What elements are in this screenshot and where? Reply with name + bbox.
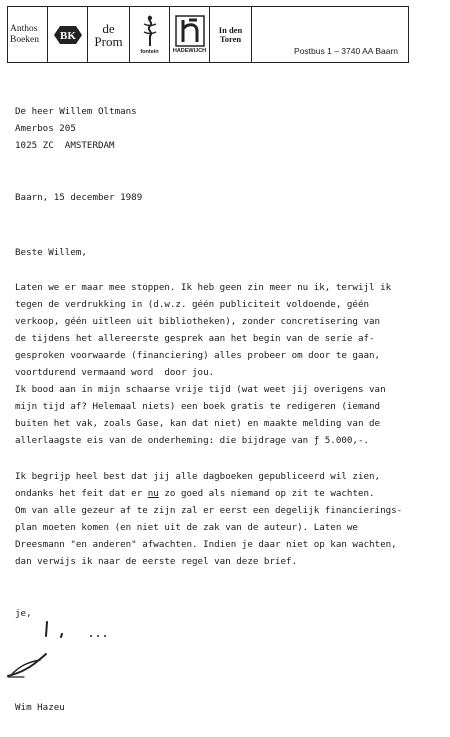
paragraph1-line: tegen de verdrukking in (d.w.z. géén publiciteit voldoende, géén [15, 299, 370, 310]
paragraph1-line: gesproken voorwaarde (financiering) alles probeer om door te gaan, [15, 350, 381, 361]
paragraph1-line: voortdurend vermaand word door jou. [15, 367, 215, 378]
paragraph1-line: Ik bood aan in mijn schaarse vrije tijd (wat weet jij overigens van [15, 384, 386, 395]
indentoren-line2: Toren [219, 33, 242, 44]
paragraph2-line: Ik begrijp heel best dat jij alle dagboeken gepubliceerd wil zien, [15, 471, 381, 482]
emphasis-nu: nu [147, 488, 159, 499]
paragraph2-line2-start: ondanks het feit dat er [15, 488, 148, 499]
paragraph2-line: Dreesmann "en anderen" afwachten. Indien je daar niet op kan wachten, [15, 539, 397, 550]
paragraph1-line: verkoop, géén uitleen uit bibliotheken), zonder concretisering van [15, 316, 381, 327]
prom-line2: Prom [94, 33, 123, 49]
signature-scribble [6, 652, 50, 680]
paragraph1-line: buiten het vak, zoals Gase, kan dat niet) en maakte melding van de [15, 418, 381, 429]
recipient-city: 1025 ZC AMSTERDAM [15, 140, 115, 151]
paragraph1-line: allerlaagste eis van de onderheming: die bijdrage van ƒ 5.000,-. [15, 435, 370, 446]
paragraph1-line: mijn tijd af? Helemaal niets) een boek gratis te redigeren (iemand [15, 401, 381, 412]
signature-name: Wim Hazeu [15, 702, 65, 713]
fontein-label: fontein [140, 49, 159, 55]
bk-logo-text: BK [59, 29, 76, 42]
salutation: Beste Willem, [15, 247, 87, 258]
hadewijch-label: HADEWIJCH [172, 48, 207, 54]
paragraph2-line: dan verwijs ik naar de eerste regel van deze brief. [15, 556, 298, 567]
address-text: Postbus 1 – 3740 AA Baarn [294, 46, 398, 56]
recipient-name: De heer Willem Oltmans [15, 106, 137, 117]
prom-line1: de [102, 20, 115, 36]
paragraph2-line2-end: zo goed als niemand op zit te wachten. [158, 488, 375, 499]
indentoren-line1: In den [218, 24, 243, 35]
anthos-line1: Anthos [10, 23, 38, 34]
paragraph1-line: de tijdens het allereerste gesprek aan het begin van de serie af- [15, 333, 375, 344]
letter-body [15, 0, 445, 713]
paragraph2-line: plan moeten komen (en niet uit de zak van de auteur). Laten we [15, 522, 358, 533]
paragraph2-line [15, 486, 375, 503]
anthos-line2: Boeken [10, 34, 40, 45]
paragraph2-line: Om van alle gezeur af te zijn zal er eerst een degelijk financierings- [15, 505, 403, 516]
handwritten-marks [40, 618, 120, 644]
closing: je, [15, 608, 32, 619]
paragraph1-line: Laten we er maar mee stoppen. Ik heb geen zin meer nu ik, terwijl ik [15, 282, 392, 293]
letter-date: Baarn, 15 december 1989 [15, 192, 143, 203]
recipient-street: Amerbos 205 [15, 123, 76, 134]
